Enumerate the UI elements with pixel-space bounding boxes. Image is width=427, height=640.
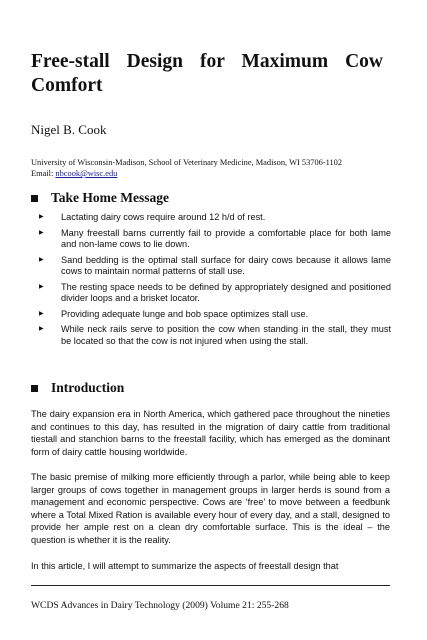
list-item-text: While neck rails serve to position the cow when standing in the stall, they must be located so that the cow is not injured when using the stall. <box>61 324 391 346</box>
section-square-icon <box>31 385 38 392</box>
take-home-heading <box>31 190 169 206</box>
list-item <box>39 228 391 251</box>
footer-divider <box>31 585 390 586</box>
bullet-arrow-icon: ▶ <box>39 256 44 263</box>
author-name: Nigel B. Cook <box>31 122 107 137</box>
bullet-arrow-icon: ▶ <box>39 326 44 332</box>
list-item <box>39 212 391 224</box>
section-square-icon <box>31 195 38 202</box>
introduction-heading <box>31 380 124 396</box>
introduction-heading-text: Introduction <box>51 380 125 395</box>
email-line <box>31 168 391 179</box>
list-item-text: The resting space needs to be defined by appropriately designed and positioned divider loops and a brisket locator. <box>61 281 391 303</box>
intro-paragraph-3: In this article, I will attempt to summarize the aspects of freestall design that <box>31 561 339 571</box>
list-item <box>39 324 391 347</box>
take-home-list <box>39 212 391 351</box>
paper-title: Free-stall Design for Maximum Cow Comfort <box>31 51 383 96</box>
affiliation-block <box>31 157 391 179</box>
bullet-arrow-icon: ▶ <box>39 310 44 317</box>
list-item <box>39 282 391 305</box>
list-item-text: Many freestall barns currently fail to provide a comfortable place for both lame and non-lame cows to lie down. <box>61 227 391 249</box>
affiliation-text: University of Wisconsin-Madison, School of Veterinary Medicine, Madison, WI 53706-1102 <box>31 158 343 167</box>
bullet-arrow-icon: ▶ <box>39 214 44 220</box>
email-label: Email: <box>31 169 54 178</box>
list-item-text: Sand bedding is the optimal stall surface for dairy cows because it allows lame cows to maintain normal patterns of stall use. <box>61 254 391 276</box>
list-item-text: Providing adequate lunge and bob space optimizes stall use. <box>61 308 309 319</box>
email-link[interactable]: nbcook@wisc.edu <box>55 169 118 178</box>
take-home-heading-text: Take Home Message <box>51 190 169 205</box>
list-item-text: Lactating dairy cows require around 12 h/d of rest. <box>61 212 266 222</box>
list-item <box>39 255 391 278</box>
footer-citation: WCDS Advances in Dairy Technology (2009) Volume 21: 255-268 <box>31 600 289 611</box>
intro-paragraph-1: The dairy expansion era in North America, which gathered pace throughout the nineties and continues to this day, has resulted in the migration of dairy cattle from traditional tiestall and stanchion barns to the freestall facility, which has emerged as the dominant form of dairy cattle housing worldwide. <box>31 409 390 457</box>
list-item <box>39 309 391 321</box>
intro-paragraph-2: The basic premise of milking more efficiently through a parlor, while being able to keep larger groups of cows together in management groups in larger herds is sound from a management and economic perspective. Cows are ‘free’ to move between a feedbunk where a Total Mixed Ration is available every hour of every day, and a stall, designed to provide her ample rest on a clean dry comfortable surface. This is the ideal – the question is whether it is the reality. <box>31 472 390 545</box>
bullet-arrow-icon: ▶ <box>39 283 44 290</box>
bullet-arrow-icon: ▶ <box>39 229 44 236</box>
